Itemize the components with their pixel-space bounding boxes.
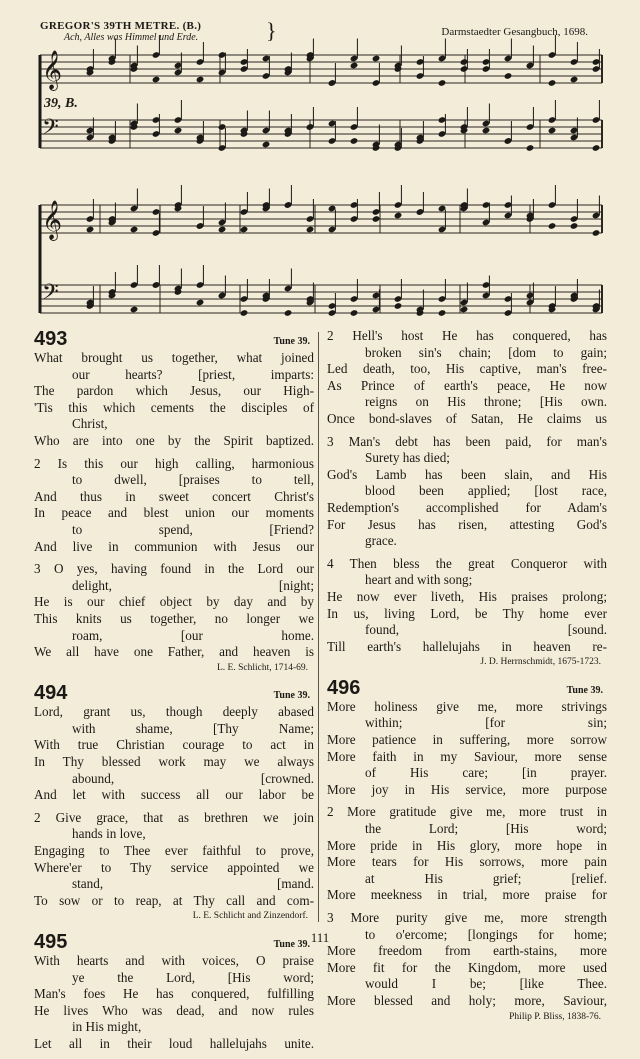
verse-line: with shame, [Thy Name;	[72, 720, 314, 736]
note-head	[504, 72, 513, 80]
note-head	[394, 212, 403, 220]
hymn-494	[34, 682, 314, 925]
verse-line: hands in love,	[72, 826, 146, 842]
note-head	[174, 127, 183, 135]
note-head	[438, 79, 447, 87]
note-head	[460, 306, 469, 314]
music-score	[0, 0, 640, 330]
verse-line: He now ever liveth, His praises prolong;	[327, 588, 607, 604]
tune-source: Darmstaedter Gesangbuch, 1698.	[441, 26, 588, 38]
verse-line: With hearts and with voices, O praise	[34, 953, 314, 968]
verse-line: 2 Hell's host He has conquered, has	[327, 328, 607, 343]
stanza	[34, 953, 314, 1053]
stanza	[34, 704, 314, 804]
verse-line: 4 Then bless the great Conqueror with	[327, 555, 607, 571]
treble-clef-icon: 𝄞	[42, 200, 63, 240]
verse-line: More holiness give me, more strivings	[327, 698, 607, 714]
stanza	[327, 804, 607, 904]
verse-line: In peace and blest union our moments	[34, 505, 314, 521]
note-head	[196, 76, 205, 84]
verse-line: heart and with song;	[365, 572, 473, 588]
verse-line: of His care; [in prayer.	[365, 765, 607, 781]
verse-line: He lives Who was dead, and now rules	[34, 1002, 314, 1018]
hymn-number: 494	[34, 682, 68, 705]
verse-line: delight, [night;	[72, 577, 314, 593]
verse-line: to o'ercome; [longings for home;	[365, 926, 607, 942]
verse-line: stand, [mand.	[72, 876, 314, 892]
verse-line: This knits us together, no longer we	[34, 610, 314, 626]
verse-line: reigns on His throne; [His own.	[365, 394, 607, 410]
verse-line: The pardon which Jesus, our High-	[34, 383, 314, 399]
note-head	[548, 222, 557, 230]
verse-line: More tears for His sorrows, more pain	[327, 854, 607, 870]
hymn-496	[327, 677, 607, 1025]
verse-line: would I be; [like Thee.	[365, 976, 607, 992]
verse-line: More pride in His glory, more hope in	[327, 837, 607, 853]
note-head	[570, 76, 579, 84]
hymn-author: L. E. Schlicht, 1714-69.	[216, 662, 308, 673]
hymn-tune: Tune 39.	[273, 690, 310, 702]
tune-subtitle: Ach, Alles was Himmel und Erde.	[64, 32, 199, 43]
stanza	[34, 456, 314, 556]
note-head	[526, 144, 535, 152]
hymn-tune: Tune 39.	[566, 684, 603, 696]
verse-line: within; [for sin;	[365, 715, 607, 731]
note-head	[372, 215, 381, 223]
verse-line: Where'er to Thy service appointed we	[34, 859, 314, 875]
verse-line: More joy in His service, more purpose	[327, 781, 607, 797]
note-head	[262, 141, 271, 149]
stanza	[327, 556, 607, 671]
page-number: 111	[310, 930, 330, 945]
verse-line: 2 More gratitude give me, more trust in	[327, 804, 607, 820]
bass-clef-icon: 𝄢	[42, 115, 59, 145]
note-head	[240, 226, 249, 234]
hymn-tune: Tune 39.	[273, 336, 310, 347]
stanza	[327, 910, 607, 1025]
verse-line: To sow or to reap, at Thy call and com-	[34, 892, 314, 908]
left-column	[34, 328, 314, 1059]
verse-line: 2 Give grace, that as brethren we join	[34, 809, 314, 825]
verse-line: As Prince of earth's peace, He now	[327, 377, 607, 393]
note-head	[130, 226, 139, 234]
verse-line: More patience in suffering, more sorrow	[327, 732, 607, 748]
verse-line: Surety has died;	[365, 450, 450, 466]
right-column	[327, 328, 607, 1031]
verse-line: With true Christian courage to act in	[34, 737, 314, 753]
verse-line: Man's foes He has conquered, fulfilling	[34, 986, 314, 1002]
verse-line: And live in communion with Jesus our	[34, 538, 314, 554]
treble-clef-icon: 𝄞	[42, 50, 63, 90]
stanza	[34, 810, 314, 925]
stanza	[327, 434, 607, 550]
verse-line: ye the Lord, [His word;	[72, 969, 314, 985]
hymn-495	[34, 931, 314, 1053]
hymn-author: L. E. Schlicht and Zinzendorf.	[192, 911, 308, 922]
verse-line: found, [sound.	[365, 622, 607, 638]
stanza	[327, 699, 607, 799]
verse-line: Let all in their loud hallelujahs unite.	[34, 1035, 314, 1051]
note-head	[240, 309, 249, 317]
hymn-number: 495	[34, 931, 68, 953]
note-head	[548, 79, 557, 87]
verse-line: to dwell, [praises to tell,	[72, 472, 314, 488]
note-head	[350, 62, 359, 70]
verse-line: Who are into one by the Spirit baptized.	[34, 432, 314, 448]
verse-line: More faith in my Saviour, more sense	[327, 748, 607, 764]
verse-line: in His might,	[72, 1019, 142, 1035]
verse-line: Engaging to Thee ever faithful to prove,	[34, 843, 314, 859]
verse-line: More fit for the Kingdom, more used	[327, 959, 607, 975]
verse-line: 2 Is this our high calling, harmonious	[34, 455, 314, 471]
verse-line: Christ,	[72, 416, 108, 432]
stanza	[327, 328, 607, 428]
verse-line: More freedom from earth-stains, more	[327, 943, 607, 959]
verse-line: to spend, [Friend?	[72, 521, 314, 537]
verse-line: at His grief; [relief.	[365, 870, 607, 886]
note-head	[218, 226, 227, 234]
note-head	[152, 76, 161, 84]
note-head	[350, 137, 359, 145]
verse-line: 3 Man's debt has been paid, for man's	[327, 433, 607, 449]
note-head	[438, 309, 447, 317]
note-head	[592, 144, 601, 152]
verse-line: blood been applied; [lost race,	[365, 483, 607, 499]
note-head	[130, 306, 139, 314]
verse-line: More meekness in trial, more praise for	[327, 887, 607, 903]
hymn-tune: Tune 39.	[273, 939, 310, 950]
stanza	[34, 350, 314, 450]
column-divider	[318, 332, 319, 922]
verse-line: the Lord; [His word;	[365, 821, 607, 837]
hymn-493	[34, 328, 314, 676]
note-head	[350, 309, 359, 317]
stanza	[34, 561, 314, 676]
note-head	[372, 55, 381, 63]
verse-line: Led death, too, His captive, man's free-	[327, 361, 607, 377]
verse-line: Lord, grant us, though deeply abased	[34, 704, 314, 720]
verse-line: Once bond-slaves of Satan, He claims us	[327, 410, 607, 426]
tune-number: 39, B.	[44, 96, 78, 111]
note-head	[592, 229, 601, 237]
verse-line: abound, [crowned.	[72, 770, 314, 786]
note-head	[86, 226, 95, 234]
verse-line: Till earth's hallelujahs in heaven re-	[327, 638, 607, 654]
verse-line: broken sin's chain; [dom to gain;	[365, 344, 607, 360]
hymn-number: 493	[34, 328, 68, 350]
verse-line: In Thy blessed work may we always	[34, 754, 314, 770]
verse-line: And thus in sweet concert Christ's	[34, 488, 314, 504]
staff-lines	[40, 50, 602, 313]
verse-line: Redemption's accomplished for Adam's	[327, 499, 607, 515]
tune-title: GREGOR'S 39TH METRE. (B.)	[40, 20, 202, 32]
note-head	[196, 299, 205, 307]
hymn-author: Philip P. Bliss, 1838-76.	[509, 1011, 601, 1022]
note-head	[306, 226, 315, 234]
verse-line: our hearts? [priest, imparts:	[72, 366, 314, 382]
note-head	[284, 309, 293, 317]
verse-line: We all have one Father, and heaven is	[34, 644, 314, 660]
verse-line: God's Lamb has been slain, and His	[327, 466, 607, 482]
verse-line: roam, [our home.	[72, 627, 314, 643]
verse-line: And let with success all our labor be	[34, 787, 314, 803]
music-notes	[86, 35, 601, 317]
verse-line: In us, living Lord, be Thy home ever	[327, 605, 607, 621]
verse-line: For Jesus has risen, attesting God's	[327, 516, 607, 532]
brace-glyph: }	[266, 18, 277, 43]
bass-clef-icon: 𝄢	[42, 280, 59, 310]
verse-line: grace.	[365, 533, 397, 549]
verse-line: 3 O yes, having found in the Lord our	[34, 561, 314, 577]
verse-line: What brought us together, what joined	[34, 350, 314, 365]
note-head	[394, 302, 403, 310]
verse-line: 'Tis this which cements the disciples of	[34, 399, 314, 415]
note-head	[482, 127, 491, 135]
verse-line: 3 More purity give me, more strength	[327, 910, 607, 925]
verse-line: More blessed and holy; more, Saviour,	[327, 992, 607, 1008]
verse-line: He is our chief object by day and by	[34, 594, 314, 610]
note-head	[570, 222, 579, 230]
note-head	[548, 127, 557, 135]
hymn-number: 496	[327, 676, 361, 699]
hymn-author: J. D. Herrnschmidt, 1675-1723.	[480, 657, 601, 668]
